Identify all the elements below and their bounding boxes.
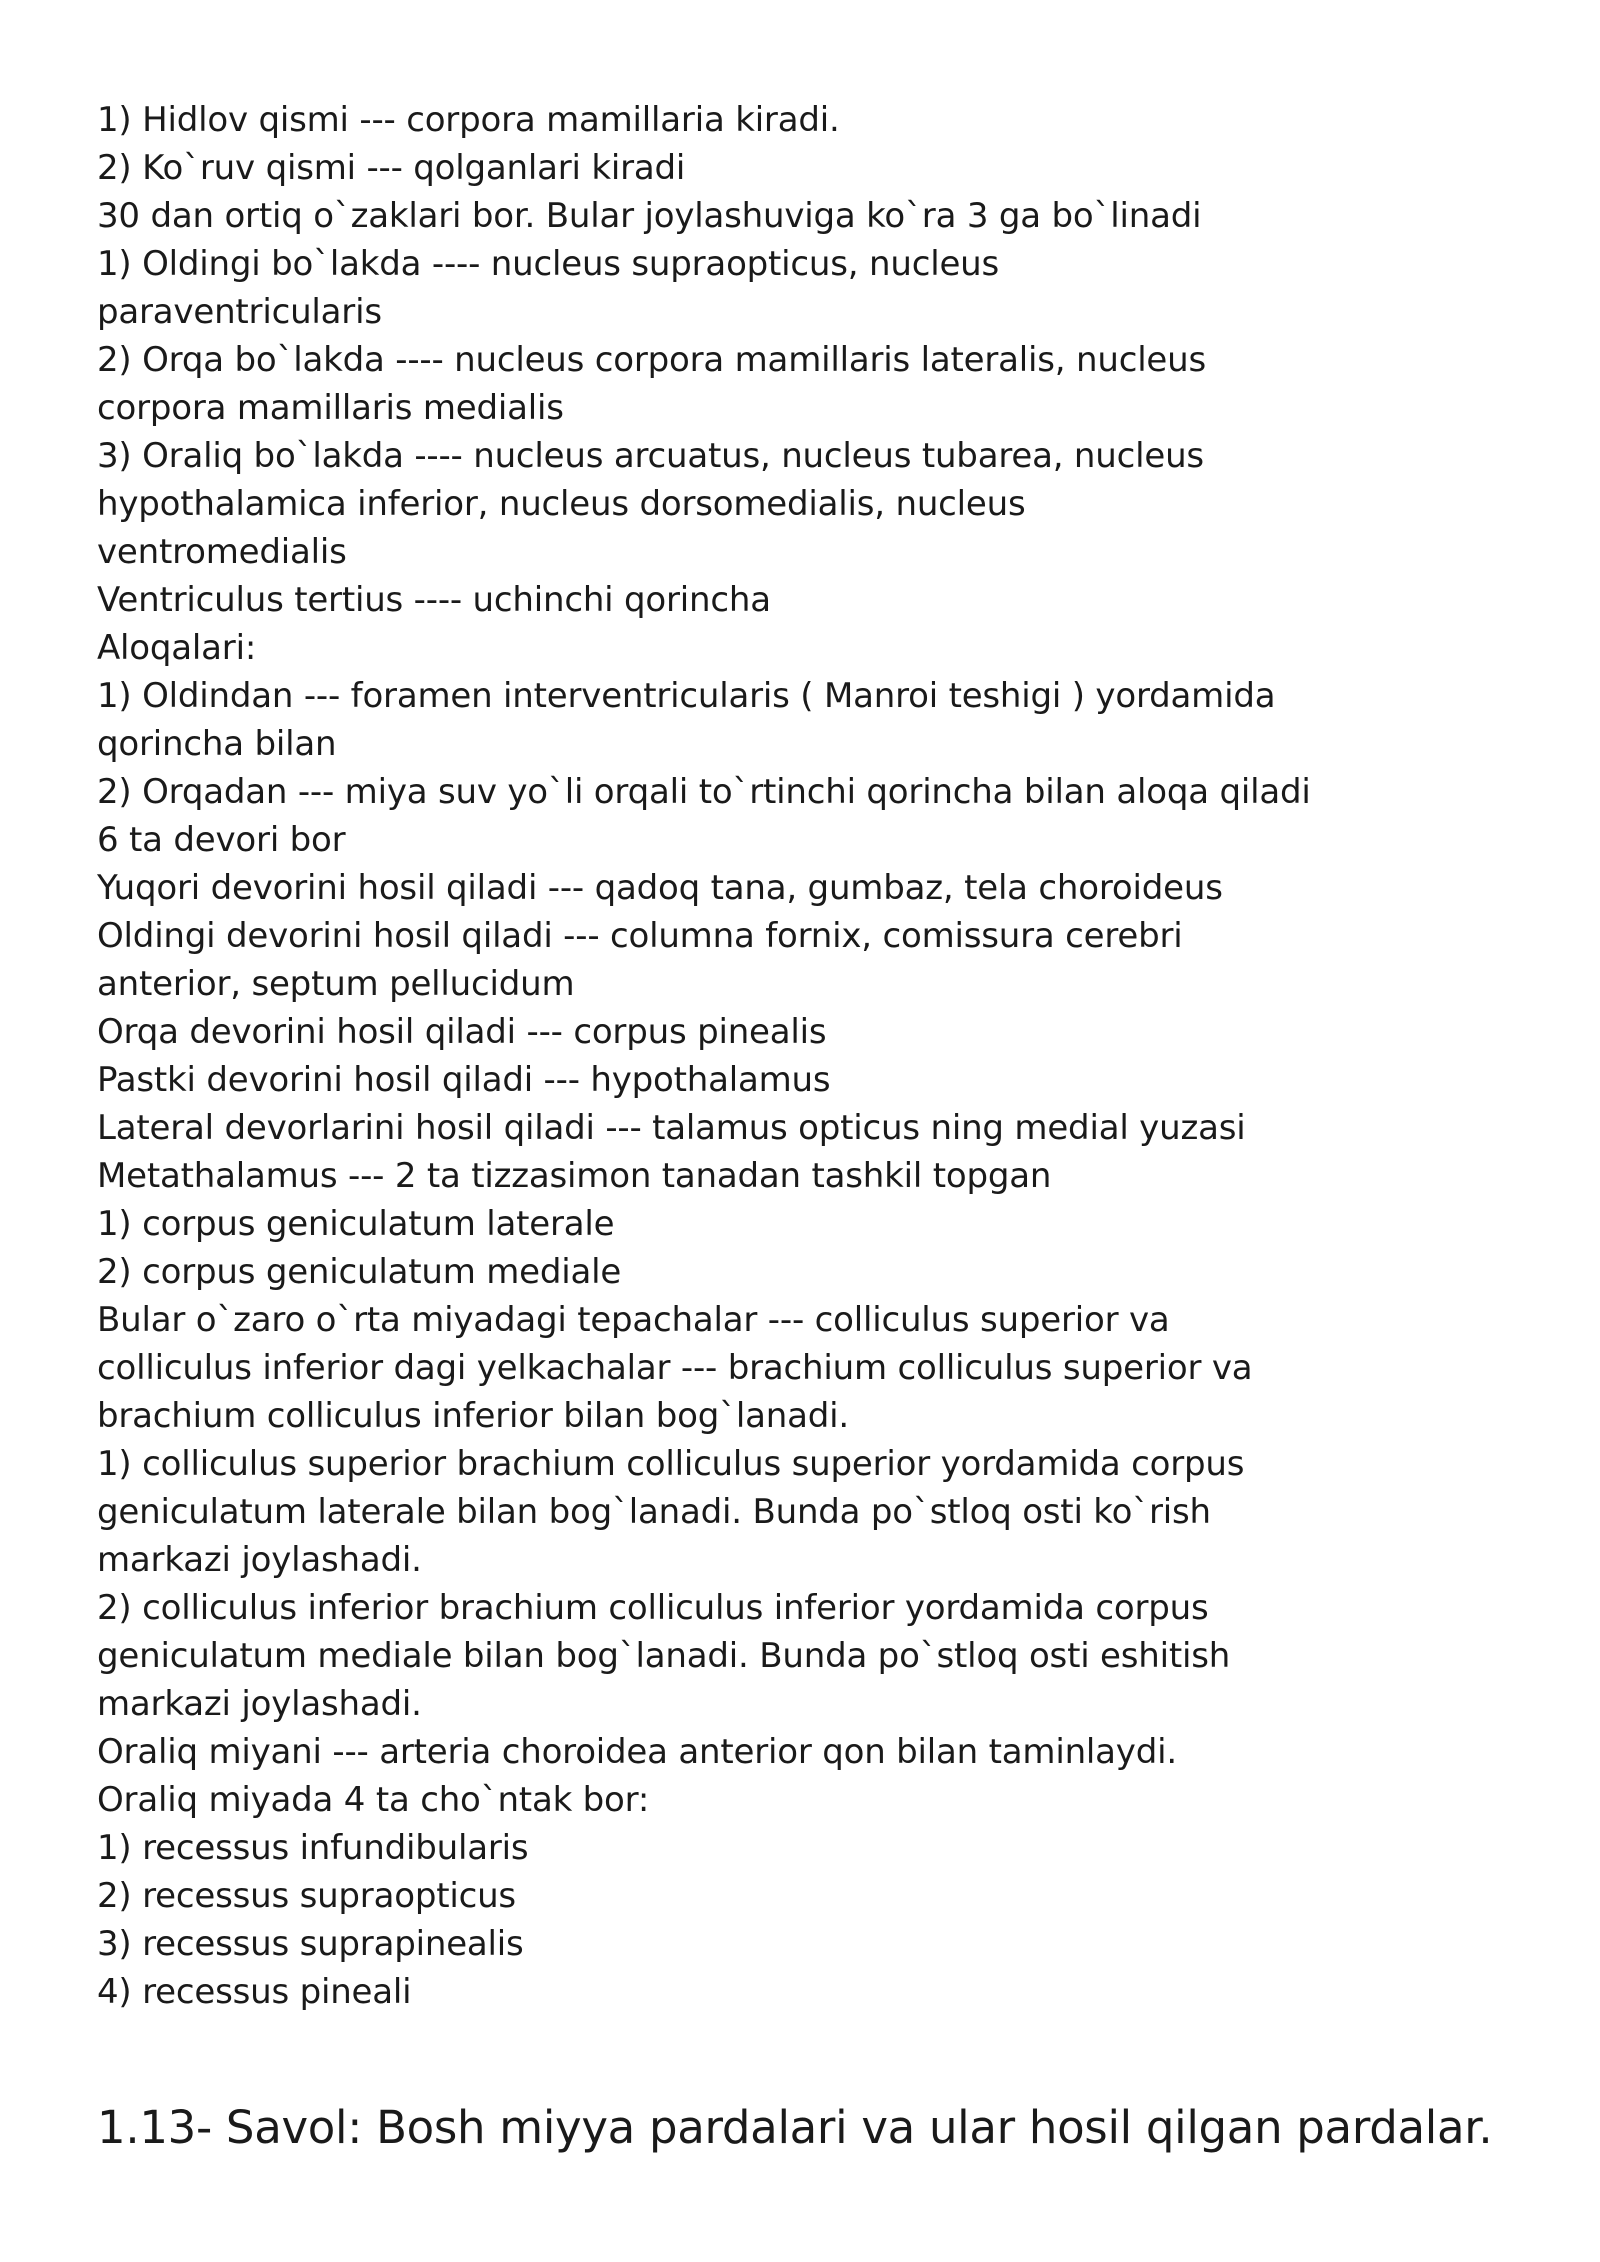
text-line: geniculatum mediale bilan bog`lanadi. Bunda po`stloq osti eshitish	[97, 1636, 1231, 1676]
text-line: 1) Oldingi bo`lakda ---- nucleus supraopticus, nucleus	[97, 244, 1000, 284]
text-line: Orqa devorini hosil qiladi --- corpus pinealis	[97, 1012, 827, 1052]
text-line: markazi joylashadi.	[97, 1540, 422, 1580]
text-line: anterior, septum pellucidum	[97, 964, 575, 1004]
text-line: Yuqori devorini hosil qiladi --- qadoq tana, gumbaz, tela choroideus	[97, 868, 1223, 908]
question-heading: 1.13- Savol: Bosh miyya pardalari va ular hosil qilgan pardalar.	[97, 2101, 1493, 2154]
text-line: 3) Oraliq bo`lakda ---- nucleus arcuatus, nucleus tubarea, nucleus	[97, 436, 1204, 476]
text-line: 2) Orqa bo`lakda ---- nucleus corpora mamillaris lateralis, nucleus	[97, 340, 1207, 380]
text-line: qorincha bilan	[97, 724, 337, 764]
text-line: Oraliq miyada 4 ta cho`ntak bor:	[97, 1780, 650, 1820]
text-line: 2) Orqadan --- miya suv yo`li orqali to`rtinchi qorincha bilan aloqa qiladi	[97, 772, 1311, 812]
text-line: 1) recessus infundibularis	[97, 1828, 529, 1868]
text-line: 2) Ko`ruv qismi --- qolganlari kiradi	[97, 148, 686, 188]
text-line: Bular o`zaro o`rta miyadagi tepachalar --- colliculus superior va	[97, 1300, 1170, 1340]
text-line: Metathalamus --- 2 ta tizzasimon tanadan tashkil topgan	[97, 1156, 1052, 1196]
text-line: Ventriculus tertius ---- uchinchi qorincha	[97, 580, 771, 620]
text-line: 1) corpus geniculatum laterale	[97, 1204, 615, 1244]
text-line: 2) recessus supraopticus	[97, 1876, 516, 1916]
text-line: 1) colliculus superior brachium colliculus superior yordamida corpus	[97, 1444, 1245, 1484]
text-line: Oraliq miyani --- arteria choroidea anterior qon bilan taminlaydi.	[97, 1732, 1177, 1772]
text-line: 30 dan ortiq o`zaklari bor. Bular joylashuviga ko`ra 3 ga bo`linadi	[97, 196, 1202, 236]
text-line: 1) Hidlov qismi --- corpora mamillaria kiradi.	[97, 100, 840, 140]
text-line: ventromedialis	[97, 532, 347, 572]
text-line: 3) recessus suprapinealis	[97, 1924, 524, 1964]
text-line: paraventricularis	[97, 292, 382, 332]
text-line: Lateral devorlarini hosil qiladi --- talamus opticus ning medial yuzasi	[97, 1108, 1246, 1148]
text-line: hypothalamica inferior, nucleus dorsomedialis, nucleus	[97, 484, 1026, 524]
text-line: corpora mamillaris medialis	[97, 388, 564, 428]
text-line: 4) recessus pineali	[97, 1972, 412, 2012]
text-line: colliculus inferior dagi yelkachalar --- brachium colliculus superior va	[97, 1348, 1253, 1388]
text-line: brachium colliculus inferior bilan bog`lanadi.	[97, 1396, 849, 1436]
text-line: markazi joylashadi.	[97, 1684, 422, 1724]
text-line: Oldingi devorini hosil qiladi --- columna fornix, comissura cerebri	[97, 916, 1183, 956]
text-line: 2) colliculus inferior brachium colliculus inferior yordamida corpus	[97, 1588, 1209, 1628]
text-line: Aloqalari:	[97, 628, 257, 668]
text-line: Pastki devorini hosil qiladi --- hypothalamus	[97, 1060, 831, 1100]
text-line: 2) corpus geniculatum mediale	[97, 1252, 622, 1292]
document-body	[97, 96, 1517, 2016]
text-line: 1) Oldindan --- foramen interventricularis ( Manroi teshigi ) yordamida	[97, 676, 1276, 716]
text-line: 6 ta devori bor	[97, 820, 346, 860]
text-line: geniculatum laterale bilan bog`lanadi. Bunda po`stloq osti ko`rish	[97, 1492, 1211, 1532]
